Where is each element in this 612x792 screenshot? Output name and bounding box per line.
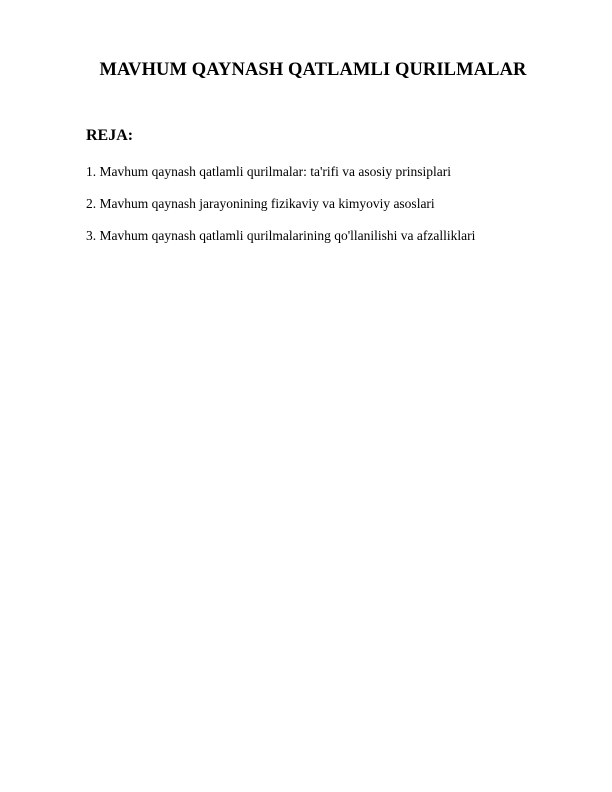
plan-heading: REJA: bbox=[86, 127, 134, 144]
plan-item: 3. Mavhum qaynash qatlamli qurilmalarining qo'llanilishi va afzalliklari bbox=[86, 228, 476, 243]
plan-list bbox=[86, 162, 475, 258]
plan-item: 2. Mavhum qaynash jarayonining fizikaviy va kimyoviy asoslari bbox=[86, 196, 435, 211]
document-title: MAVHUM QAYNASH QATLAMLI QURILMALAR bbox=[99, 60, 527, 80]
plan-item: 1. Mavhum qaynash qatlamli qurilmalar: ta'rifi va asosiy prinsiplari bbox=[86, 164, 451, 179]
